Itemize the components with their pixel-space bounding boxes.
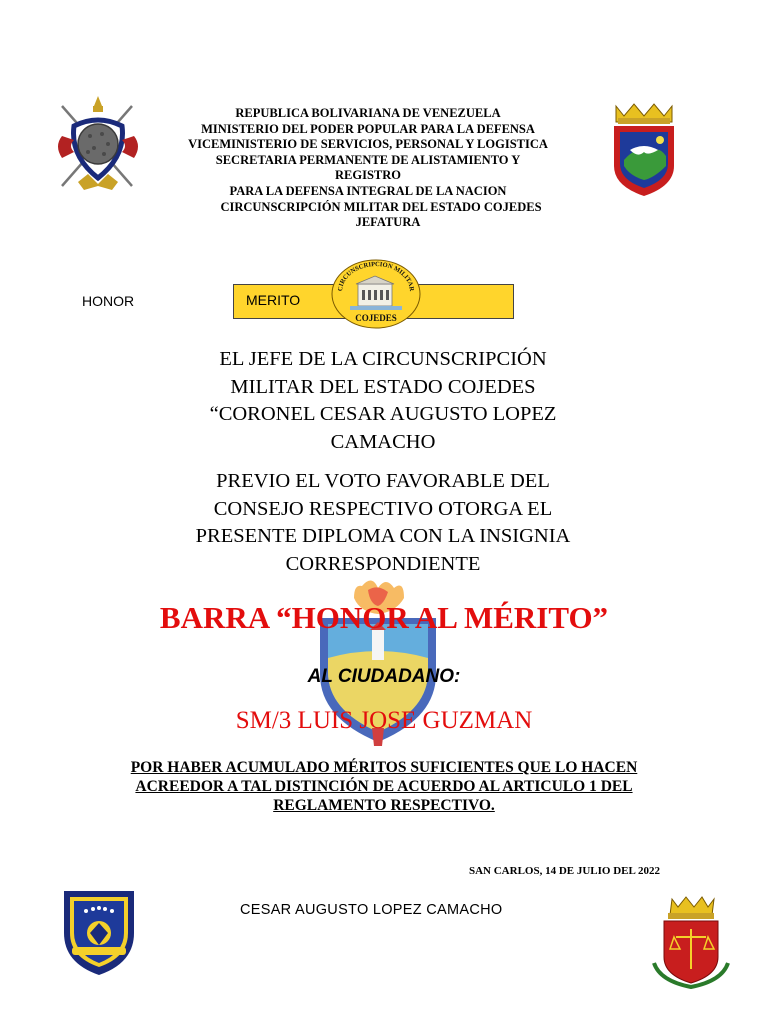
header-line-6: PARA LA DEFENSA INTEGRAL DE LA NACION: [229, 183, 507, 198]
header-line-3: VICEMINISTERIO DE SERVICIOS, PERSONAL Y LOGISTICA: [188, 137, 548, 152]
police-badge-icon: [60, 883, 138, 978]
reason-line-1: POR HABER ACUMULADO MÉRITOS SUFICIENTES QUE LO HACEN: [130, 759, 638, 776]
header-line-7: CIRCUNSCRIPCIÓN MILITAR DEL ESTADO COJEDES: [220, 199, 542, 214]
header-line-4: SECRETARIA PERMANENTE DE ALISTAMIENTO Y: [215, 152, 521, 167]
header-line-2: MINISTERIO DEL PODER POPULAR PARA LA DEFENSA: [201, 121, 535, 136]
signer-name: CESAR AUGUSTO LOPEZ CAMACHO: [240, 902, 503, 918]
citizen-label: AL CIUDADANO:: [307, 666, 461, 687]
reason-paragraph: [100, 758, 668, 815]
issuer-line-2: MILITAR DEL ESTADO COJEDES: [230, 375, 536, 398]
header-line-8: JEFATURA: [355, 215, 421, 230]
reason-line-2: ACREEDOR A TAL DISTINCIÓN DE ACUERDO AL ARTICULO 1 DEL: [135, 778, 633, 795]
recipient-name: SM/3 LUIS JOSE GUZMAN: [235, 707, 533, 734]
justice-shield-icon: [640, 893, 740, 990]
merit-label: MERITO: [246, 292, 301, 308]
cojedes-logo-icon: [330, 258, 422, 330]
header-line-1: REPUBLICA BOLIVARIANA DE VENEZUELA: [235, 106, 501, 120]
grant-line-1: PREVIO EL VOTO FAVORABLE DEL: [216, 470, 550, 492]
military-crest-icon: [52, 92, 144, 198]
grant-line-2: CONSEJO RESPECTIVO OTORGA EL: [213, 497, 553, 520]
issuer-line-3: “CORONEL CESAR AUGUSTO LOPEZ: [209, 403, 557, 425]
issuer-paragraph: [150, 346, 616, 456]
header-line-5: REGISTRO: [335, 168, 401, 183]
reason-line-3: REGLAMENTO RESPECTIVO.: [273, 797, 495, 814]
grant-paragraph: [150, 468, 616, 578]
letterhead: [150, 106, 586, 231]
logo-name: COJEDES: [355, 313, 397, 323]
logo-arc-text: CIRCUNSCRIPCION MILITAR: [336, 260, 416, 292]
issuer-line-4: CAMACHO: [330, 430, 436, 453]
issuer-line-1: EL JEFE DE LA CIRCUNSCRIPCIÓN: [219, 348, 547, 370]
award-title: BARRA “HONOR AL MÉRITO”: [159, 600, 609, 635]
state-shield-icon: [608, 100, 680, 200]
grant-line-4: CORRESPONDIENTE: [285, 552, 481, 575]
issue-date: SAN CARLOS, 14 DE JULIO DEL 2022: [468, 865, 660, 877]
grant-line-3: PRESENTE DIPLOMA CON LA INSIGNIA: [195, 525, 571, 547]
honor-label: HONOR: [82, 293, 135, 309]
